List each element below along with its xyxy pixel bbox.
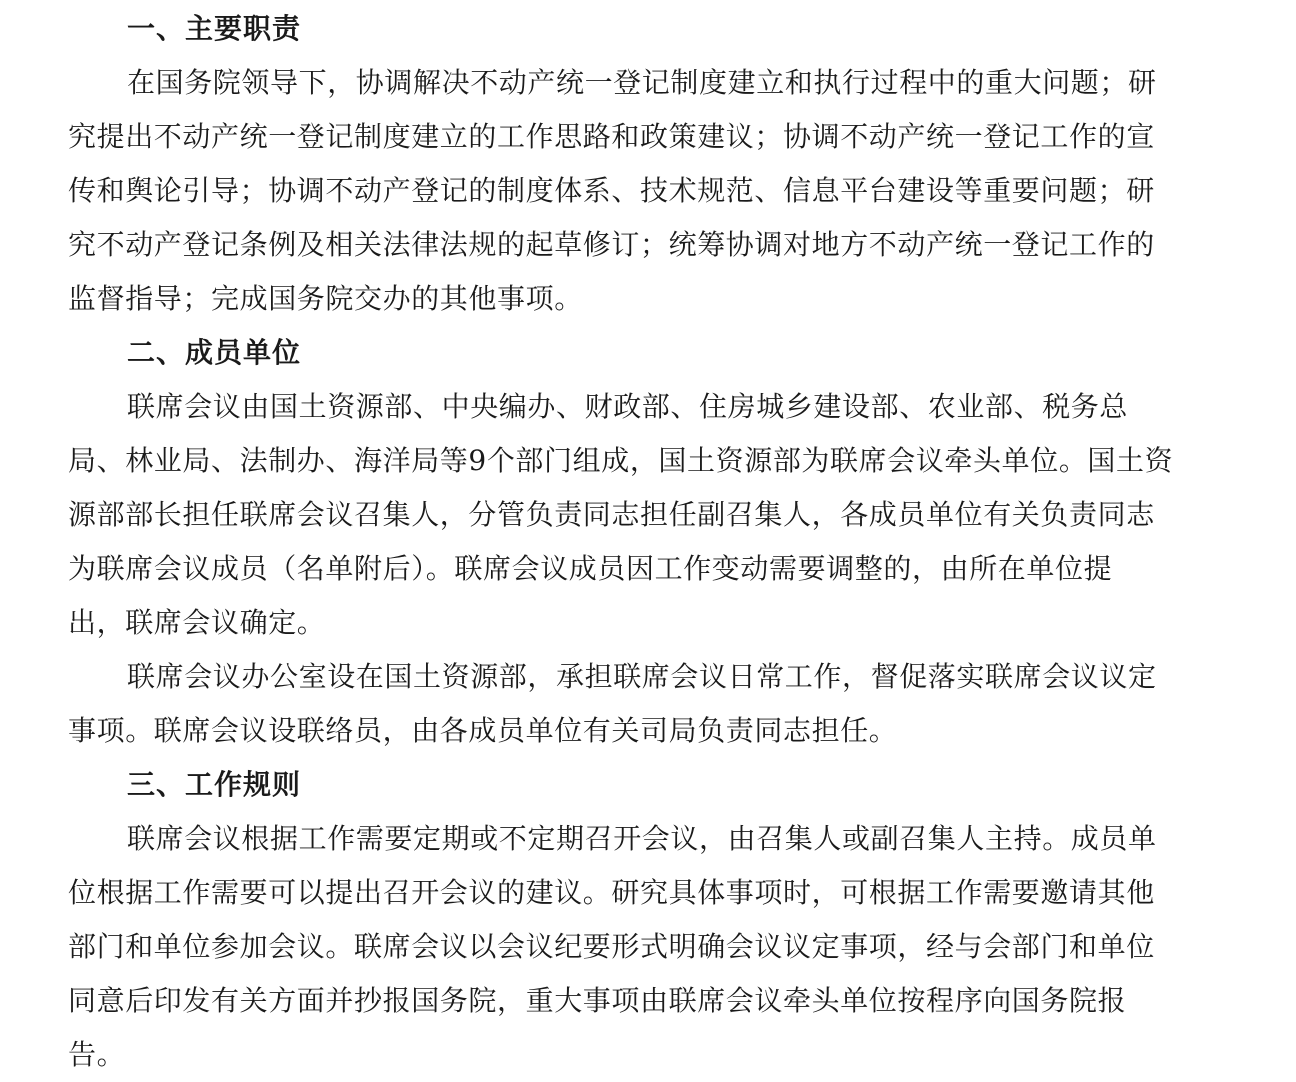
paragraph-line: 源部部长担任联席会议召集人，分管负责同志担任副召集人，各成员单位有关负责同志 <box>68 498 1155 531</box>
paragraph-line: 监督指导；完成国务院交办的其他事项。 <box>68 282 583 315</box>
paragraph-office <box>68 650 1268 758</box>
paragraph-line: 为联席会议成员（名单附后）。联席会议成员因工作变动需要调整的，由所在单位提 <box>68 552 1113 585</box>
section-heading-work-rules: 三、工作规则 <box>127 768 302 801</box>
paragraph-line: 究提出不动产统一登记制度建立的工作思路和政策建议；协调不动产统一登记工作的宣 <box>68 120 1155 153</box>
paragraph-line: 联席会议根据工作需要定期或不定期召开会议，由召集人或副召集人主持。成员单 <box>127 822 1157 855</box>
paragraph-line: 传和舆论引导；协调不动产登记的制度体系、技术规范、信息平台建设等重要问题；研 <box>68 174 1155 207</box>
section-heading-member-units: 二、成员单位 <box>127 336 302 369</box>
paragraph-member-units <box>68 380 1268 650</box>
paragraph-work-rules <box>68 812 1268 1082</box>
paragraph-line: 部门和单位参加会议。联席会议以会议纪要形式明确会议议定事项，经与会部门和单位 <box>68 930 1155 963</box>
paragraph-line: 究不动产登记条例及相关法律法规的起草修订；统筹协调对地方不动产统一登记工作的 <box>68 228 1155 261</box>
paragraph-main-duties <box>68 56 1268 326</box>
paragraph-line: 在国务院领导下，协调解决不动产统一登记制度建立和执行过程中的重大问题；研 <box>127 66 1157 99</box>
paragraph-line: 联席会议办公室设在国土资源部，承担联席会议日常工作，督促落实联席会议议定 <box>127 660 1157 693</box>
document-body <box>68 2 1268 1082</box>
paragraph-line: 局、林业局、法制办、海洋局等9个部门组成，国土资源部为联席会议牵头单位。国土资 <box>68 444 1174 477</box>
paragraph-line: 告。 <box>68 1038 126 1071</box>
paragraph-line: 联席会议由国土资源部、中央编办、财政部、住房城乡建设部、农业部、税务总 <box>127 390 1129 423</box>
paragraph-line: 事项。联席会议设联络员，由各成员单位有关司局负责同志担任。 <box>68 714 898 747</box>
paragraph-line: 出，联席会议确定。 <box>68 606 326 639</box>
paragraph-line: 位根据工作需要可以提出召开会议的建议。研究具体事项时，可根据工作需要邀请其他 <box>68 876 1155 909</box>
section-heading-main-duties: 一、主要职责 <box>127 12 302 45</box>
paragraph-line: 同意后印发有关方面并抄报国务院，重大事项由联席会议牵头单位按程序向国务院报 <box>68 984 1127 1017</box>
